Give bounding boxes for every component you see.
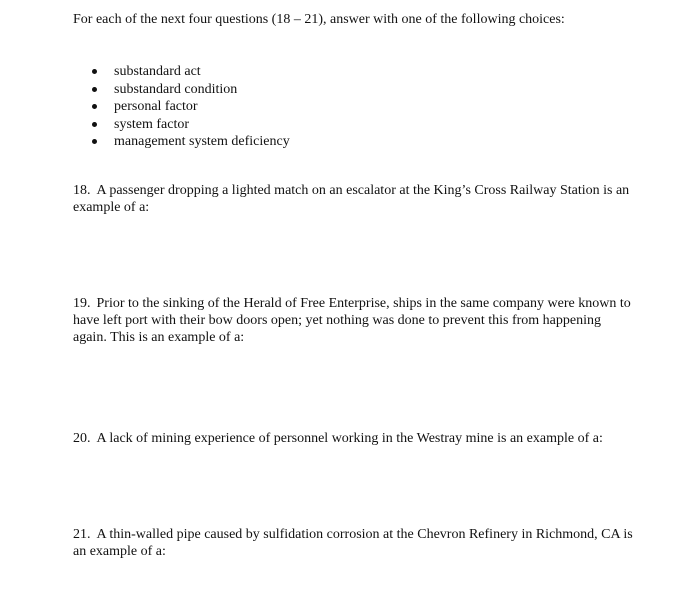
question-18 <box>73 182 633 216</box>
choice-label: personal factor <box>114 99 198 114</box>
bullet-icon <box>92 87 97 92</box>
question-20 <box>73 430 633 447</box>
question-number: 20. <box>73 431 91 446</box>
question-text: A lack of mining experience of personnel working in the Westray mine is an example of a: <box>96 431 603 446</box>
bullet-icon <box>92 122 97 127</box>
list-item <box>92 133 290 151</box>
choice-label: substandard act <box>114 64 201 79</box>
question-number: 21. <box>73 527 91 542</box>
question-number: 18. <box>73 183 91 198</box>
choice-label: system factor <box>114 116 190 132</box>
list-item <box>92 98 290 116</box>
instructions-text: For each of the next four questions (18 – 21), answer with one of the following choices: <box>73 12 565 27</box>
bullet-icon <box>92 69 97 74</box>
answer-choices-list <box>92 63 290 151</box>
list-item <box>92 81 290 99</box>
question-number: 19. <box>73 296 91 311</box>
question-19 <box>73 295 633 346</box>
question-text: Prior to the sinking of the Herald of Free Enterprise, ships in the same company were known to have left port with their bow doors open; yet nothing was done to prevent this from happening again. This is an example of a: <box>73 296 631 345</box>
bullet-icon <box>92 139 97 144</box>
list-item <box>92 63 290 81</box>
choice-label: substandard condition <box>114 81 238 97</box>
question-text: A passenger dropping a lighted match on an escalator at the King’s Cross Railway Station is an example of a: <box>73 183 630 215</box>
list-item <box>92 116 290 134</box>
question-21 <box>73 526 633 560</box>
choice-label: management system deficiency <box>114 134 290 149</box>
bullet-icon <box>92 104 97 109</box>
question-text: A thin-walled pipe caused by sulfidation corrosion at the Chevron Refinery in Richmond, CA is an example of a: <box>73 527 633 559</box>
